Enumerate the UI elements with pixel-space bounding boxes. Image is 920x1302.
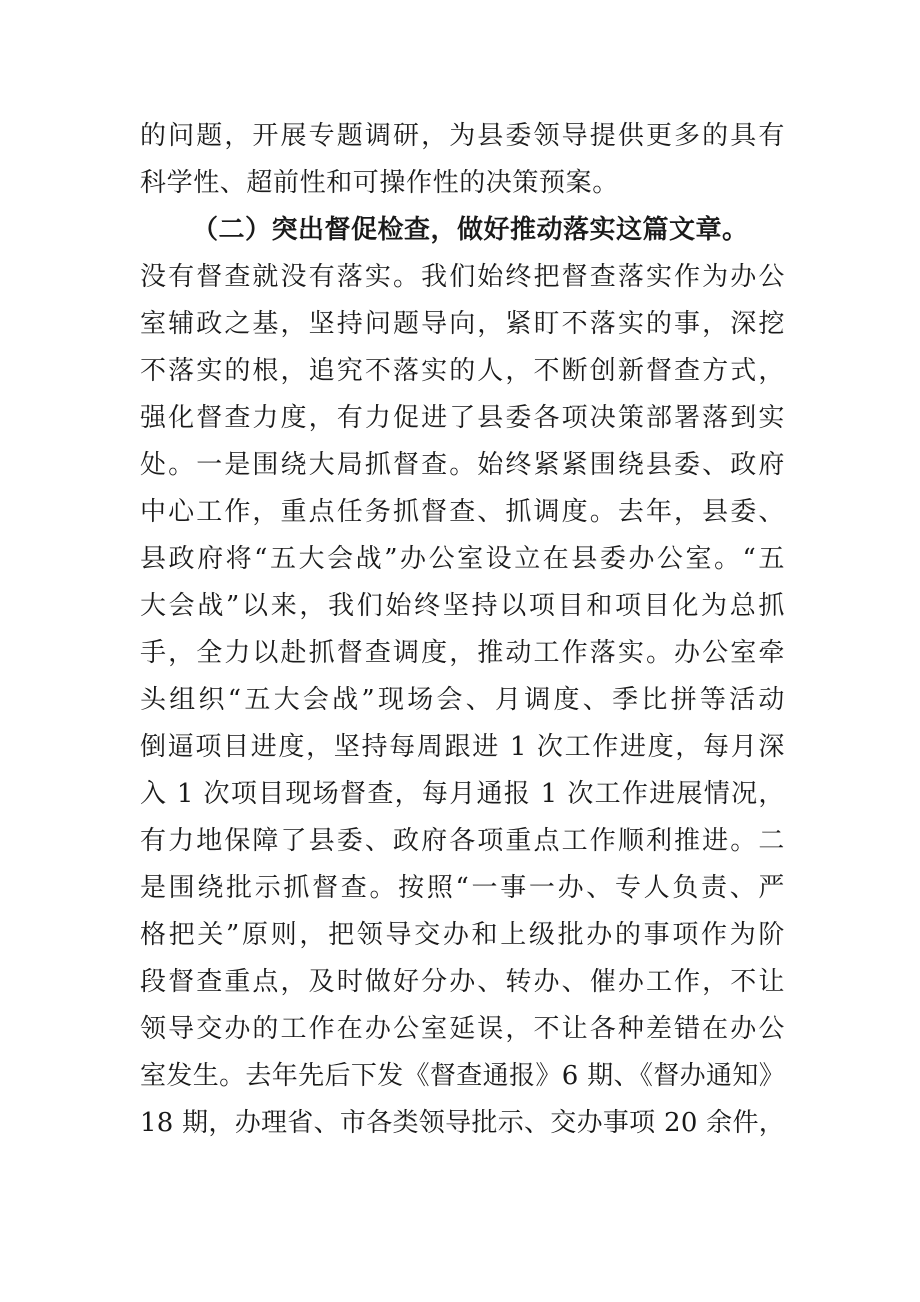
text-line: 强化督查力度，有力促进了县委各项决策部署落到实 xyxy=(140,403,785,433)
text-line: 大会战”以来，我们始终坚持以项目和项目化为总抓 xyxy=(140,591,785,621)
text-line: 段督查重点，及时做好分办、转办、催办工作，不让 xyxy=(140,967,785,997)
text-line: 头组织“五大会战”现场会、月调度、季比拼等活动 xyxy=(140,685,785,715)
text-line: 有力地保障了县委、政府各项重点工作顺利推进。二 xyxy=(140,826,785,856)
text-line: 处。一是围绕大局抓督查。始终紧紧围绕县委、政府 xyxy=(140,450,785,480)
document-body xyxy=(140,113,785,1147)
text-line: 科学性、超前性和可操作性的决策预案。 xyxy=(140,168,619,198)
text-line: 室辅政之基，坚持问题导向，紧盯不落实的事，深挖 xyxy=(140,309,785,339)
text-line: 手，全力以赴抓督查调度，推动工作落实。办公室牵 xyxy=(140,638,785,668)
text-line: 中心工作，重点任务抓督查、抓调度。去年，县委、 xyxy=(140,497,785,527)
text-line: 18 期，办理省、市各类领导批示、交办事项 20 余件， xyxy=(140,1108,785,1138)
text-line: 是围绕批示抓督查。按照“一事一办、专人负责、严 xyxy=(140,873,785,903)
text-line: 室发生。去年先后下发《督查通报》6 期、《督办通知》 xyxy=(140,1061,785,1091)
section-heading: （二）突出督促检查，做好推动落实这篇文章。 xyxy=(192,215,749,245)
text-line: 的问题，开展专题调研，为县委领导提供更多的具有 xyxy=(140,121,785,151)
text-line: 倒逼项目进度，坚持每周跟进 1 次工作进度，每月深 xyxy=(140,732,785,762)
text-line: 没有督查就没有落实。我们始终把督查落实作为办公 xyxy=(140,262,785,292)
text-line: 县政府将“五大会战”办公室设立在县委办公室。“五 xyxy=(140,544,785,574)
text-line: 领导交办的工作在办公室延误，不让各种差错在办公 xyxy=(140,1014,785,1044)
text-line: 不落实的根，追究不落实的人，不断创新督查方式， xyxy=(140,356,785,386)
text-line: 入 1 次项目现场督查，每月通报 1 次工作进展情况， xyxy=(140,779,785,809)
text-line: 格把关”原则，把领导交办和上级批办的事项作为阶 xyxy=(140,920,785,950)
